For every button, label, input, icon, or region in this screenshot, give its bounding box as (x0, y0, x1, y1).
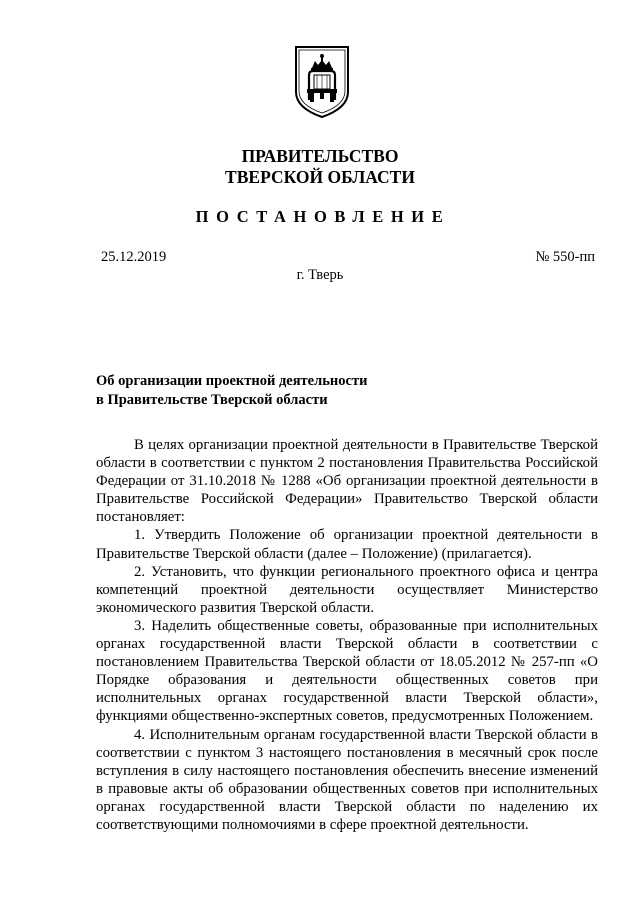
document-subject (96, 372, 367, 410)
document-date: 25.12.2019 (101, 249, 167, 265)
paragraph-item-2: 2. Установить, что функции регионального проектного офиса и центра компетенций проектной деятельности осуществляет Министерство экономического развития Тверской области. (96, 563, 598, 616)
paragraph-item-4: 4. Исполнительным органам государственной власти Тверской области в соответствии с пунктом 3 настоящего постановления в месячный срок после вступления в силу настоящего постановления обеспечить внесение изменений в правовые акты об образовании общественных советов при исполнительных органах государственной власти Тверской области по наделению их соответствующими полномочиями в сфере проектной деятельности. (96, 726, 598, 833)
paragraph-preamble: В целях организации проектной деятельности в Правительстве Тверской области в соответствии с пунктом 2 постановления Правительства Российской Федерации от 31.10.2018 № 1288 «Об организации проектной деятельности в Правительстве Российской Федерации» Правительство Тверской области постановляет: (96, 437, 598, 526)
paragraph-item-3: 3. Наделить общественные советы, образованные при исполнительных органах государственной власти Тверской области в соответствии с постановлением Правительства Тверской области от 18.05.2012 № 257-пп «О Порядке образования и деятельности общественных советов при исполнительных органах государственной власти Тверской области», функциями общественно-экспертных советов, предусмотренных Положением. (96, 617, 598, 725)
document-number: № 550-пп (535, 249, 595, 265)
document-subject-line1: Об организации проектной деятельности (96, 373, 368, 389)
coat-of-arms-emblem (293, 44, 351, 120)
document-subject-line2: в Правительстве Тверской области (96, 392, 328, 408)
document-city: г. Тверь (296, 267, 344, 283)
organization-title (0, 146, 640, 188)
document-body (96, 436, 598, 834)
organization-title-line2: ТВЕРСКОЙ ОБЛАСТИ (225, 167, 415, 187)
organization-title-line1: ПРАВИТЕЛЬСТВО (241, 146, 399, 166)
paragraph-item-1: 1. Утвердить Положение об организации проектной деятельности в Правительстве Тверской области (далее – Положение) (прилагается). (96, 527, 598, 562)
document-type: ПОСТАНОВЛЕНИЕ (195, 207, 451, 226)
